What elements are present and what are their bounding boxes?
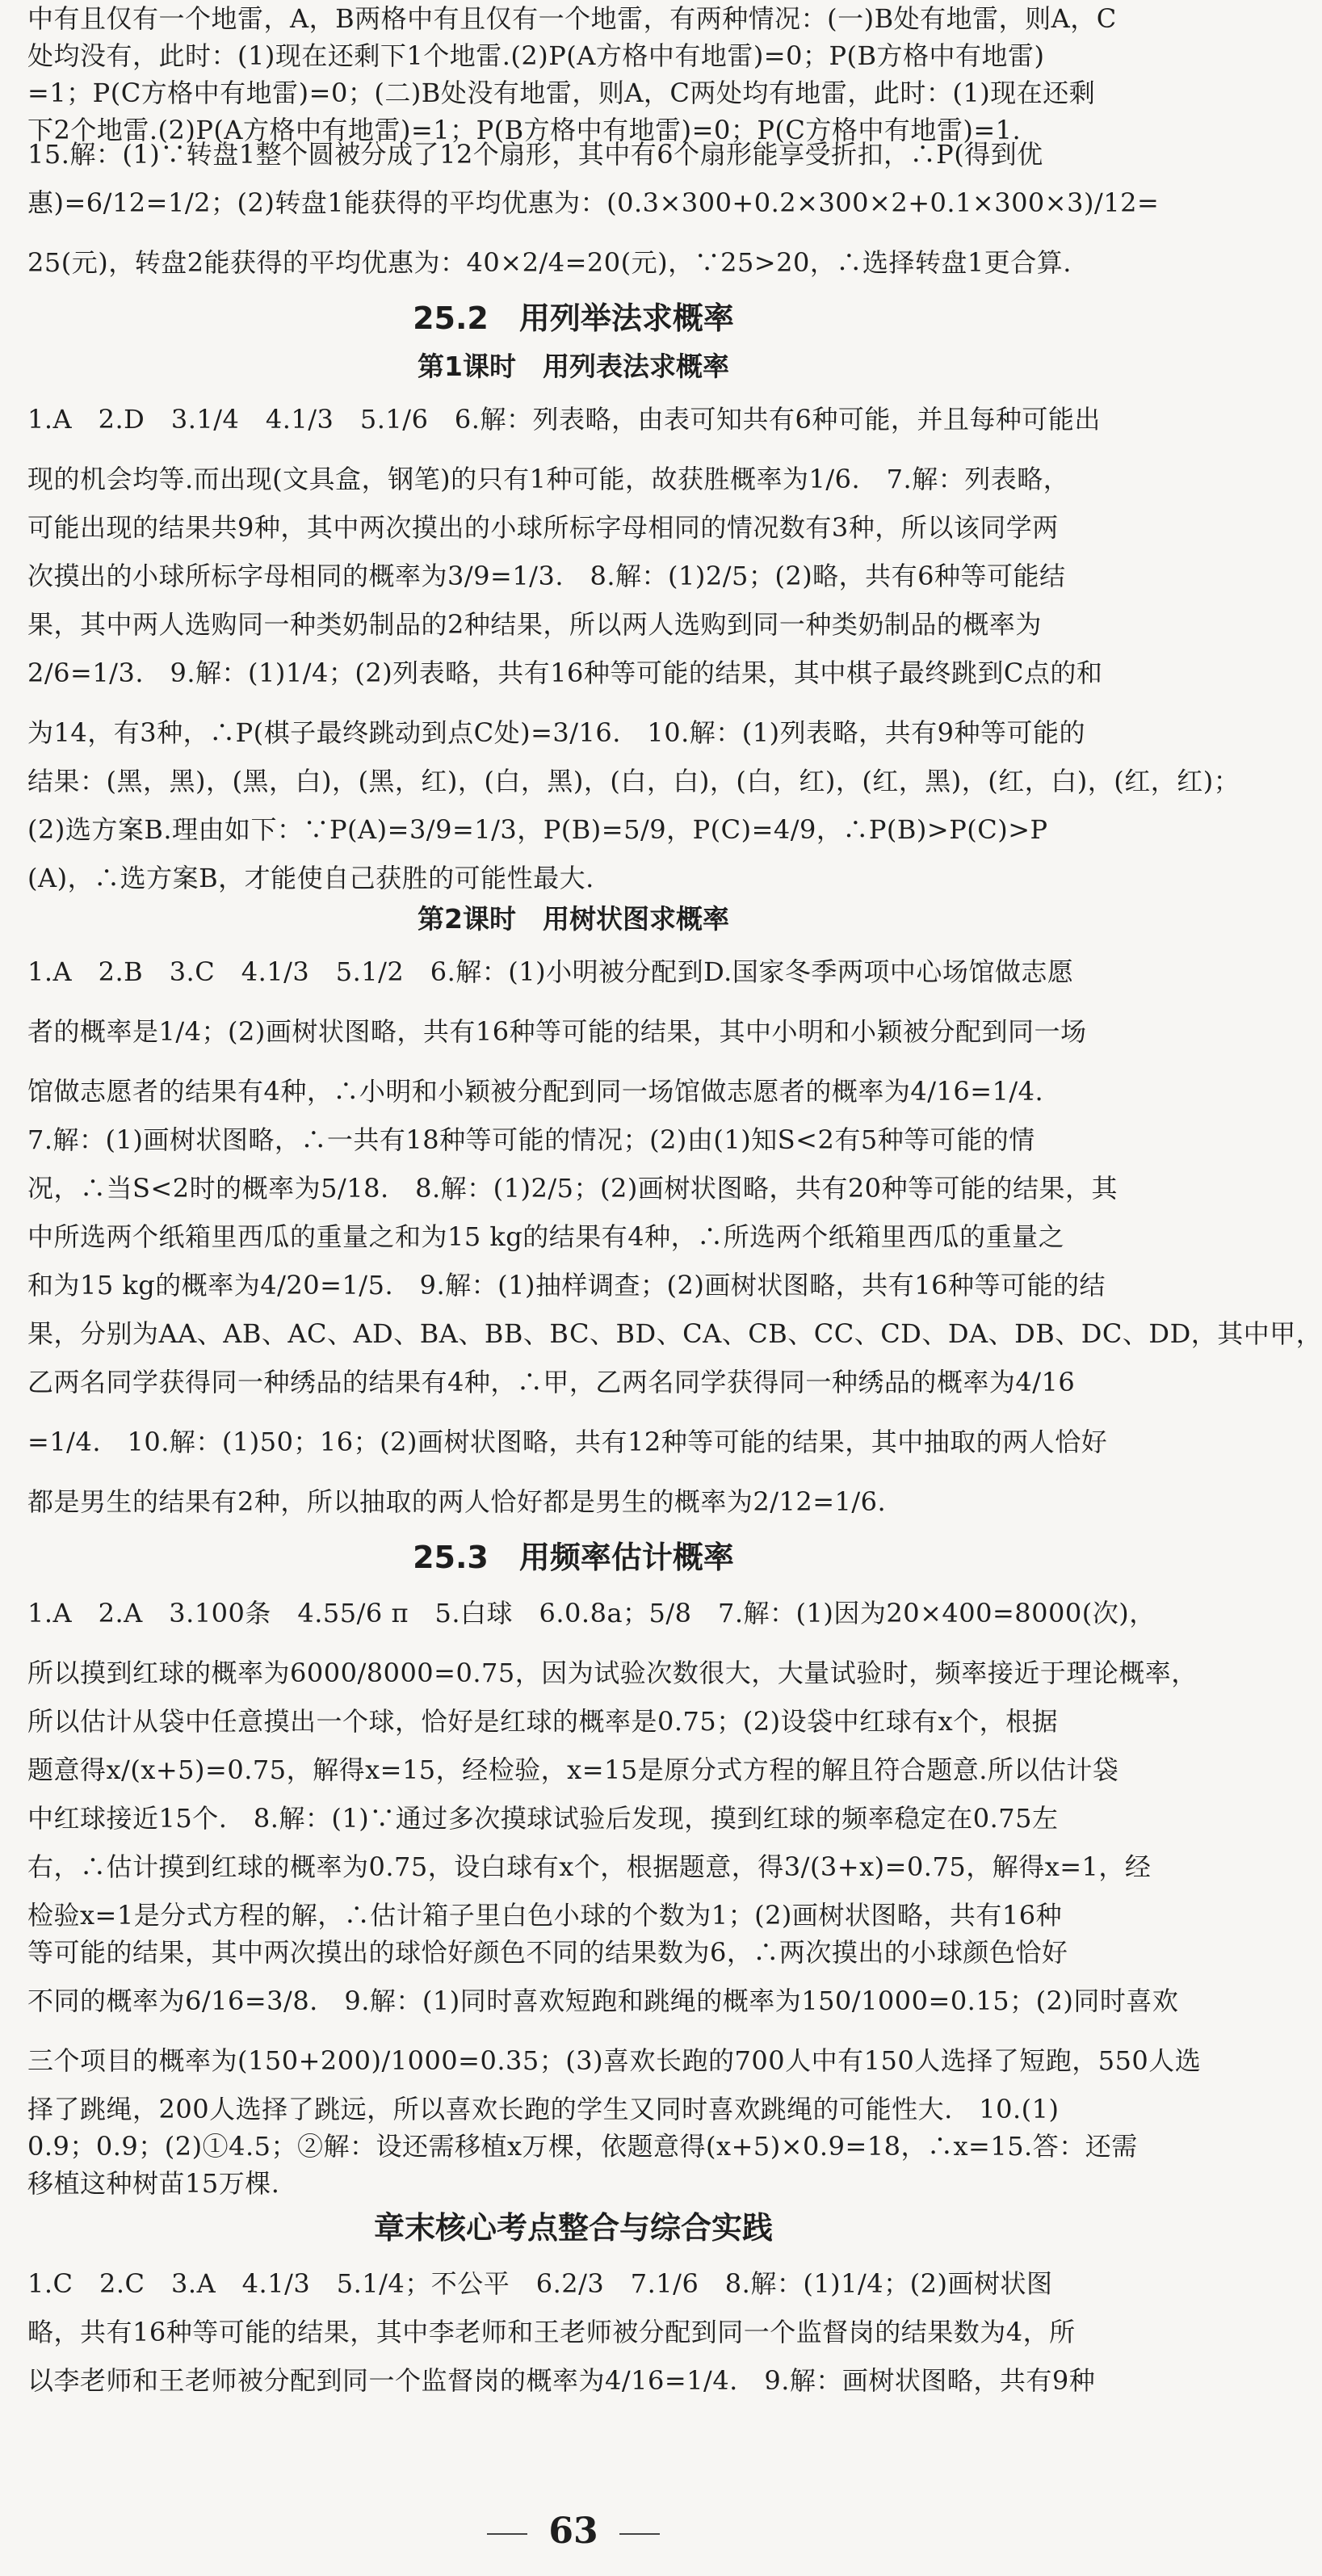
previous-answer-continuation (27, 0, 1119, 145)
text-line: 移植这种树苗15万棵. (27, 2168, 280, 2199)
text-line: 题意得x/(x+5)=0.75，解得x=15，经检验，x=15是原分式方程的解且符合题意.所以估计袋 (27, 1754, 1119, 1785)
text-line: 1.C 2.C 3.A 4.1/3 5.1/4；不公平 6.2/3 7.1/6 8.解：(1)1/4；(2)画树状图 (27, 2268, 1053, 2299)
text-line: 7.解：(1)画树状图略，∴一共有18种等可能的情况；(2)由(1)知S<2有5种等可能的情 (27, 1124, 1035, 1155)
text-line: 果，其中两人选购同一种类奶制品的2种结果，所以两人选购到同一种类奶制品的概率为 (27, 609, 1042, 640)
text-line: 检验x=1是分式方程的解，∴估计箱子里白色小球的个数为1；(2)画树状图略，共有16种 (27, 1900, 1063, 1931)
section-title: 25.3 用频率估计概率 (413, 1540, 734, 1575)
text-line: 现的机会均等.而出现(文具盒，钢笔)的只有1种可能，故获胜概率为1/6. 7.解：列表略， (27, 464, 1070, 494)
text-line: 所以摸到红球的概率为6000/8000=0.75，因为试验次数很大，大量试验时，频率接近于理论概率， (27, 1658, 1198, 1688)
text-line: 次摸出的小球所标字母相同的概率为3/9=1/3. 8.解：(1)2/5；(2)略，共有6种等可能结 (27, 561, 1066, 591)
text-line: 馆做志愿者的结果有4种，∴小明和小颖被分配到同一场馆做志愿者的概率为4/16=1/4. (27, 1076, 1044, 1107)
text-line: 0.9；0.9；(2)①4.5；②解：设还需移植x万棵，依题意得(x+5)×0.9=18，∴x=15.答：还需 (27, 2131, 1138, 2162)
text-line: 为14，有3种，∴P(棋子最终跳动到点C处)=3/16. 10.解：(1)列表略，共有9种等可能的 (27, 717, 1085, 748)
text-line: 中红球接近15个. 8.解：(1)∵通过多次摸球试验后发现，摸到红球的频率稳定在0.75左 (27, 1803, 1059, 1834)
text-line: (A)，∴选方案B，才能使自己获胜的可能性最大. (27, 863, 594, 893)
text-line: =1/4. 10.解：(1)50；16；(2)画树状图略，共有12种等可能的结果，其中抽取的两人恰好 (27, 1427, 1108, 1457)
text-line: 况，∴当S<2时的概率为5/18. 8.解：(1)2/5；(2)画树状图略，共有20种等可能的结果，其 (27, 1173, 1118, 1204)
text-line: 和为15 kg的概率为4/20=1/5. 9.解：(1)抽样调查；(2)画树状图略，共有16种等可能的结 (27, 1270, 1106, 1301)
text-line: (2)选方案B.理由如下：∵P(A)=3/9=1/3，P(B)=5/9，P(C)=4/9，∴P(B)>P(C)>P (27, 814, 1048, 845)
text-line: 2/6=1/3. 9.解：(1)1/4；(2)列表略，共有16种等可能的结果，其中棋子最终跳到C点的和 (27, 658, 1103, 688)
page-number-value: 63 (548, 2511, 598, 2552)
text-line: 中所选两个纸箱里西瓜的重量之和为15 kg的结果有4种，∴所选两个纸箱里西瓜的重量之 (27, 1221, 1065, 1252)
page-number (0, 2511, 1147, 2552)
text-line: 者的概率是1/4；(2)画树状图略，共有16种等可能的结果，其中小明和小颖被分配到同一场 (27, 1016, 1087, 1047)
text-line: =1；P(C方格中有地雷)=0；(二)B处没有地雷，则A，C两处均有地雷，此时：(1)现在还剩 (27, 78, 1096, 108)
text-line: 乙两名同学获得同一种绣品的结果有4种，∴甲，乙两名同学获得同一种绣品的概率为4/16 (27, 1367, 1076, 1397)
left-dash (487, 2533, 527, 2535)
text-line: 1.A 2.D 3.1/4 4.1/3 5.1/6 6.解：列表略，由表可知共有6种可能，并且每种可能出 (27, 404, 1101, 435)
lesson-title: 第1课时 用列表法求概率 (418, 351, 729, 382)
text-line: 下2个地雷.(2)P(A方格中有地雷)=1；P(B方格中有地雷)=0；P(C方格中有地雷)=1. (27, 115, 1022, 145)
text-line: 25(元)，转盘2能获得的平均优惠为：40×2/4=20(元)，∵25>20，∴选择转盘1更合算. (27, 247, 1072, 278)
text-line: 处均没有，此时：(1)现在还剩下1个地雷.(2)P(A方格中有地雷)=0；P(B方格中有地雷) (27, 40, 1045, 71)
text-line: 1.A 2.B 3.C 4.1/3 5.1/2 6.解：(1)小明被分配到D.国家冬季两项中心场馆做志愿 (27, 956, 1074, 987)
text-line: 不同的概率为6/16=3/8. 9.解：(1)同时喜欢短跑和跳绳的概率为150/1000=0.15；(2)同时喜欢 (27, 1986, 1179, 2016)
section-title: 章末核心考点整合与综合实践 (373, 2210, 773, 2246)
text-line: 果，分别为AA、AB、AC、AD、BA、BB、BC、BD、CA、CB、CC、CD、DA、DB、DC、DD，其中甲， (27, 1318, 1322, 1349)
text-line: 惠)=6/12=1/2；(2)转盘1能获得的平均优惠为：(0.3×300+0.2×300×2+0.1×300×3)/12= (27, 187, 1160, 218)
text-line: 可能出现的结果共9种，其中两次摸出的小球所标字母相同的情况数有3种，所以该同学两 (27, 512, 1059, 543)
text-line: 都是男生的结果有2种，所以抽取的两人恰好都是男生的概率为2/12=1/6. (27, 1486, 887, 1517)
text-line: 略，共有16种等可能的结果，其中李老师和王老师被分配到同一个监督岗的结果数为4，所 (27, 2317, 1076, 2347)
text-line: 所以估计从袋中任意摸出一个球，恰好是红球的概率是0.75；(2)设袋中红球有x个，根据 (27, 1706, 1059, 1737)
text-line: 以李老师和王老师被分配到同一个监督岗的概率为4/16=1/4. 9.解：画树状图略，共有9种 (27, 2365, 1096, 2396)
right-dash (619, 2533, 660, 2535)
text-line: 中有且仅有一个地雷，A，B两格中有且仅有一个地雷，有两种情况：(一)B处有地雷，则A，C (27, 3, 1117, 34)
text-line: 1.A 2.A 3.100条 4.55/6 π 5.白球 6.0.8a；5/8 7.解：(1)因为20×400=8000(次)， (27, 1598, 1156, 1628)
lesson-title: 第2课时 用树状图求概率 (418, 903, 729, 935)
text-line: 结果：(黑，黑)，(黑，白)，(黑，红)，(白，黑)，(白，白)，(白，红)，(红，黑)，(红，白)，(红，红)； (27, 766, 1240, 796)
answer-content (27, 136, 1322, 2410)
text-line: 右，∴估计摸到红球的概率为0.75，设白球有x个，根据题意，得3/(3+x)=0.75，解得x=1，经 (27, 1851, 1152, 1882)
text-line: 15.解：(1)∵转盘1整个圆被分成了12个扇形，其中有6个扇形能享受折扣，∴P(得到优 (27, 139, 1043, 170)
text-line: 择了跳绳，200人选择了跳远，所以喜欢长跑的学生又同时喜欢跳绳的可能性大. 10.(1) (27, 2094, 1060, 2124)
section-title: 25.2 用列举法求概率 (413, 300, 734, 336)
text-line: 三个项目的概率为(150+200)/1000=0.35；(3)喜欢长跑的700人中有150人选择了短跑，550人选 (27, 2045, 1202, 2076)
text-line: 等可能的结果，其中两次摸出的球恰好颜色不同的结果数为6，∴两次摸出的小球颜色恰好 (27, 1937, 1068, 1968)
